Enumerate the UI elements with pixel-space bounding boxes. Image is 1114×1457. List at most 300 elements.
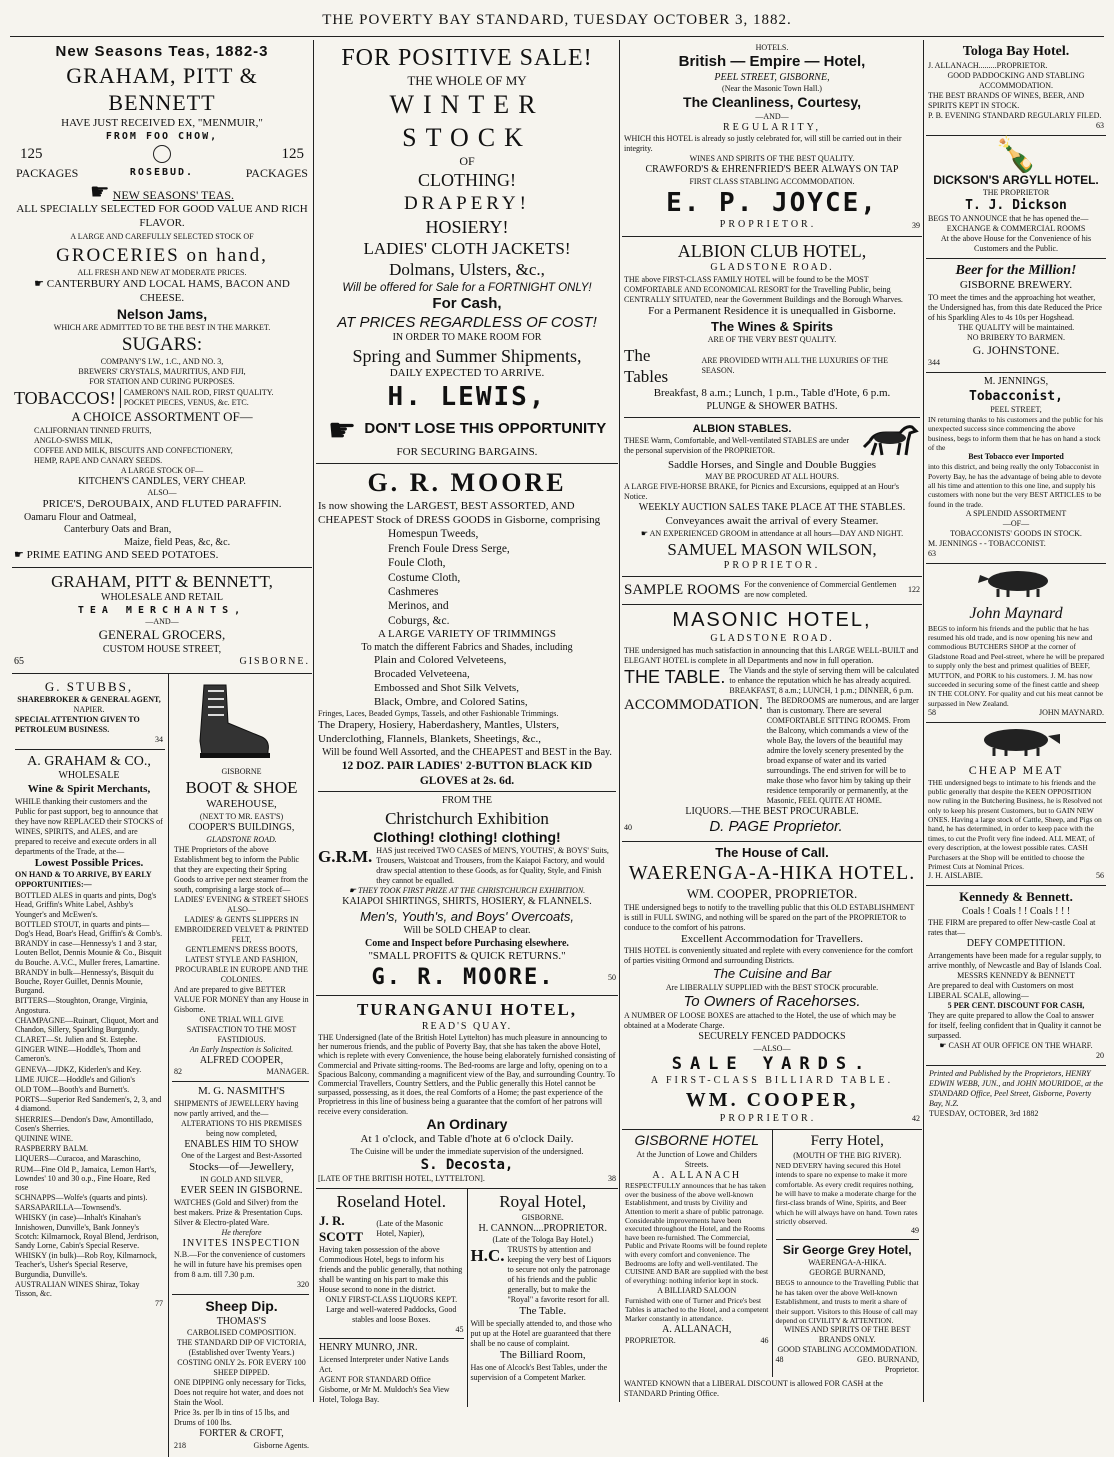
- list-item: Plain and Colored Velveteens,: [374, 654, 507, 667]
- ad-heading: THE TABLE.: [624, 666, 726, 687]
- ad-line: Conveyances await the arrival of every Steamer.: [665, 514, 879, 527]
- ad-footer: [318, 964, 616, 992]
- ad-body: THE undersigned begs to notify to the travelling public that this OLD ESTABLISHMENT is still in FULL SWING, and nothing will be spared on the part of the PROPRIETOR to conduce to the comfort of his patrons.: [624, 902, 915, 932]
- ad-number: 125: [20, 146, 43, 162]
- tea-row: [14, 143, 310, 166]
- ad-number: 48: [775, 1355, 784, 1365]
- table-row: [624, 666, 920, 696]
- ad-body: THESE Warm, Comfortable, and Well-ventilated STABLES are under the personal supervision of the PROPRIETOR.: [624, 436, 850, 456]
- ad-line: ENABLES HIM TO SHOW: [184, 1138, 299, 1150]
- ad-line: The Cuisine will be under the immediate supervision of the undersigned.: [350, 1146, 584, 1156]
- list-item: Brocaded Velveteena,: [374, 668, 470, 680]
- ad-line: A LARGE AND CAREFULLY SELECTED STOCK OF: [70, 232, 254, 242]
- ad-lewis: [316, 40, 618, 464]
- ad-heading: ALBION CLUB HOTEL,: [677, 240, 867, 261]
- ad-heading: Tobacconist,: [969, 388, 1063, 404]
- ad-heading: GISBORNE HOTEL: [634, 1132, 759, 1148]
- jrs-row: [319, 1213, 464, 1246]
- list-item: BOTTLED STOUT, in quarts and pints—Dog's Head, Boar's Head, Griffin's & Comb's.: [15, 919, 163, 938]
- ad-line: At the Junction of Lowe and Childers Streets.: [636, 1149, 757, 1169]
- c1-split: [12, 674, 312, 1457]
- ad-heading: WAERENGA-A-HIKA HOTEL.: [628, 862, 916, 885]
- velvet-list: [318, 654, 616, 709]
- ad-line: THE QUALITY will be maintained.: [957, 323, 1075, 332]
- ad-line-with-icon: [624, 529, 920, 539]
- list-item: GENEVA—JDKZ, Kiderlen's and Key.: [15, 1064, 142, 1074]
- pointing-hand-icon: ☛: [348, 886, 357, 896]
- divider: [624, 417, 920, 418]
- list-item: BRANDY in case—Hennessy's 1 and 3 star, Louten Bellot, Dennis Mounie & Co., Bisquit du Bouche. A.V.C., Muller freres, Lamartine.: [15, 939, 162, 967]
- ad-line: EVER SEEN IN GISBORNE.: [180, 1185, 303, 1196]
- pointing-hand-icon: ☛: [939, 1040, 947, 1050]
- ad-line: MAY BE PROCURED AT ALL HOURS.: [705, 472, 839, 482]
- ad-roseland: [316, 1189, 467, 1406]
- divider: [319, 1338, 464, 1339]
- ad-line: PROPRIETOR.: [719, 219, 817, 231]
- tea-row: [14, 166, 310, 181]
- ad-line: THE WHOLE OF MY: [407, 73, 527, 88]
- ad-line: M. JENNINGS - - TOBACCONIST.: [928, 539, 1046, 549]
- ad-line: J. ALLANACH.........PROPRIETOR.: [928, 60, 1048, 70]
- ad-line: A LARGE VARIETY OF TRIMMINGS: [377, 628, 557, 640]
- ad-heading: Dolmans, Ulsters, &c.,: [389, 260, 545, 280]
- ad-line: GLADSTONE ROAD.: [206, 834, 277, 844]
- masthead-rule: [10, 36, 1104, 37]
- ad-body: into this district, and being really the only Tobacconist in Poverty Bay, he has the advantage of being able to devote all his time and attention to this one line, and supply his customers with none but the very BEST ARTICLES to be found in the trade.: [928, 462, 1102, 509]
- ad-line: TOBACCONISTS' GOODS IN STOCK.: [950, 529, 1082, 539]
- ad-line: Licensed Interpreter under Native Lands Act.: [319, 1354, 449, 1374]
- ad-line: GENTLEMEN'S DRESS BOOTS, LATEST STYLE AND FASHION,: [185, 944, 298, 964]
- ad-line: GISBORNE: [221, 767, 262, 776]
- list-item: LIQUERS—Curacoa, and Maraschino,: [15, 1154, 141, 1164]
- ad-agraham: [15, 750, 165, 1313]
- ad-line: THEY TOOK FIRST PRIZE AT THE CHRISTCHURCH EXHIBITION.: [358, 886, 586, 896]
- column-divider: [313, 40, 314, 1402]
- ad-body: The Viands and the style of serving them will be calculated to enhance the reputation which he has already acquired. BREAKFAST, 8 a.m.; LUNCH, 1 p.m.; DINNER, 6 p.m.: [729, 665, 919, 695]
- ad-heading: John Maynard: [969, 604, 1063, 622]
- ad-tologa: [926, 40, 1106, 136]
- ad-body: THE Undersigned (late of the British Hotel Lyttelton) has much pleasure in announcing to her numerous friends, and the public of Poverty Bay, that she has taken the above Hotel, which is replete with every Convenience, the house being elaborately furnished consisting of Commercial and Private sitting-rooms. The Bed-rooms are large and lofty, opening on to a Spacious Balcony, commanding a magnificent view of the Bay, and surrounding Country. To Commercial Travellers, Country Settlers, and the Public generally this Hotel cannot be surpassed, possessing, as it does, the real Comforts of a Home; the past experience of the Proprietress in this line of business being a guarantee that the comfort of her patrons will receive every consideration.: [318, 1033, 616, 1116]
- ad-heading: CHEAP MEAT: [968, 762, 1064, 777]
- liquor-list: [15, 891, 163, 1298]
- firm-name: S. Decosta,: [420, 1156, 514, 1173]
- ad-line: GEO. BURNAND,: [857, 1355, 919, 1365]
- ad-line: Will be offered for Sale for a FORTNIGHT ONLY!: [342, 281, 592, 294]
- ad-heading: Men's, Youth's, and Boys' Overcoats,: [360, 908, 574, 924]
- ad-line: Canterbury Oats and Bran,: [64, 524, 172, 536]
- hc-row: [471, 1245, 616, 1305]
- ad-heading: M. G. NASMITH'S: [198, 1085, 285, 1097]
- ad-heading: G. STUBBS,: [44, 678, 134, 694]
- ad-footer: [174, 1067, 309, 1077]
- pointing-hand-icon: ☛: [34, 278, 45, 290]
- ad-heading: J. R. SCOTT: [319, 1212, 364, 1244]
- ad-line: One of the Largest and Best-Assorted: [181, 1151, 302, 1161]
- ad-heading: TURANGANUI HOTEL,: [356, 1000, 578, 1020]
- list-item: BITTERS—Stoughton, Orange, Virginia, Angostura.: [15, 996, 148, 1015]
- ad-line: FORTER & CROFT,: [199, 1428, 284, 1439]
- ad-body: A LARGE FIVE-HORSE BRAKE, for Picnics and Excursions, equipped at an Hour's Notice.: [624, 482, 899, 502]
- ad-number: 50: [608, 972, 616, 982]
- ad-line: THOMAS'S: [216, 1315, 267, 1327]
- ad-heading: HOSIERY!: [425, 216, 509, 237]
- ad-line: An Early Inspection is Solicited.: [189, 1044, 294, 1054]
- ad-heading: GENERAL GROCERS,: [98, 627, 226, 643]
- imprint-date: TUESDAY, OCTOBER, 3rd 1882: [929, 1108, 1039, 1118]
- ad-line: —AND—: [755, 111, 789, 121]
- ad-heading: HENRY MUNRO, JNR.: [319, 1342, 418, 1354]
- ad-body: THE BEST BRANDS OF WINES, BEER, AND SPIRITS KEPT IN STOCK.: [928, 90, 1085, 110]
- column-divider: [619, 40, 620, 1402]
- ad-heading: SUGARS:: [121, 334, 203, 355]
- ad-line: (NEXT TO MR. EAST'S): [199, 812, 284, 821]
- ad-line: GOOD PADDOCKING AND STABLING ACCOMMODATION.: [947, 70, 1085, 90]
- list-item: PORTS—Superior Red Sandemen's, 2, 3, and 4 diamond.: [15, 1095, 162, 1114]
- list-item: CHAMPAGNE—Ruinart, Cliquot, Mort and Chandon, Sillery, Sparkling Burgundy.: [15, 1015, 159, 1034]
- ad-body: BEGS TO ANNOUNCE that he has opened the—: [928, 213, 1089, 223]
- ad-line: Come and Inspect before Purchasing elsewhere.: [365, 937, 569, 949]
- list-item: RASPBERRY BALM.: [15, 1144, 89, 1154]
- ad-heading: Spring and Summer Shipments,: [352, 345, 582, 366]
- ad-line: A. ALLANACH,: [662, 1323, 732, 1335]
- tables-row: [624, 345, 920, 388]
- ad-line: PROPRIETOR.: [625, 1336, 676, 1346]
- list-item: BRANDY in bulk—Hennessy's, Bisquit du Bouche, Royer Guillet, Dennis Mounie, Burgand.: [15, 967, 154, 996]
- bottle-hand-icon: 🍾: [994, 136, 1038, 174]
- firm-name: G. R. MOORE: [367, 468, 567, 498]
- ad-body: They are quite prepared to allow the Coal to answer for itself, feeling confident that in Quality it cannot be surpassed.: [928, 1010, 1102, 1040]
- ad-line: SHAREBROKER & GENERAL AGENT,: [17, 694, 161, 704]
- boot-icon: [174, 681, 274, 761]
- ad-heading: The Wines & Spirits: [711, 318, 833, 334]
- ad-line: DEFY COMPETITION.: [966, 938, 1066, 949]
- ad-line: Maize, field Peas, &c, &c.: [124, 536, 231, 548]
- list-item: AUSTRALIAN WINES Shiraz, Tokay Tisson, &c.: [15, 1279, 140, 1298]
- ad-line: GISBORNE.: [521, 1212, 564, 1222]
- ad-footer: [318, 1174, 616, 1184]
- ad-number: 46: [760, 1336, 769, 1346]
- ad-line: PEEL STREET,: [990, 404, 1042, 414]
- pointing-hand-icon: ☛: [14, 549, 24, 562]
- ad-heading: The Cleanliness, Courtesy,: [683, 94, 861, 111]
- column-divider: [923, 40, 924, 1402]
- ad-body: NED DEVERY having secured this Hotel intends to spare no expense to make it more comfortable. As every credit requires nothing, he will have to make a moderate charge for the first-class brands of Wine, Spirits, and Beer which he will always have on hand. Town rates strictly observed.: [775, 1160, 918, 1226]
- ad-line: GLADSTONE ROAD.: [710, 633, 834, 645]
- ad-line: IN ORDER TO MAKE ROOM FOR: [392, 332, 542, 344]
- ad-line-with-icon: [14, 549, 310, 563]
- ad-body: ONE DIPPING only necessary for Ticks, Does not require hot water, and does not Stain the Wool.: [174, 1378, 306, 1407]
- ad-number: 63: [1096, 120, 1104, 130]
- ad-heading: ACCOMMODATION.: [624, 696, 763, 713]
- ad-line: CRAWFORD'S & EHRENFRIED'S BEER ALWAYS ON TAP: [645, 164, 899, 176]
- imprint: [926, 1066, 1106, 1122]
- ad-line: PROPRIETOR.: [719, 1112, 817, 1124]
- ad-line: AN EXPERIENCED GROOM in attendance at all hours—DAY AND NIGHT.: [649, 528, 904, 538]
- firm-name: SAMUEL MASON WILSON,: [667, 539, 877, 559]
- ad-line: 5 PER CENT. DISCOUNT FOR CASH,: [947, 1000, 1085, 1010]
- ad-line: ARE OF THE VERY BEST QUALITY.: [707, 334, 837, 344]
- ad-number: 49: [911, 1226, 919, 1236]
- ad-line: (Late of the Masonic Hotel, Napier),: [376, 1218, 444, 1238]
- ad-heading: New Seasons Teas, 1882-3: [55, 43, 269, 60]
- dont-lose-row: [318, 411, 616, 448]
- ad-heading: Wine & Spirit Merchants,: [27, 782, 151, 795]
- ad-heading: GROCERIES on hand,: [56, 245, 268, 267]
- ad-line: LADIES' & GENTS SLIPPERS IN EMBROIDERED VELVET & PRINTED FELT,: [174, 914, 309, 944]
- ad-body: THE Proprietors of the above Establishment beg to inform the Public that they are expecting their Spring Goods to arrive per next steamer from the south, comprising a large stock of—: [174, 844, 308, 894]
- ad-heading: A. GRAHAM & CO.,: [27, 753, 151, 769]
- ad-line: PRICE'S, DeROUBAIX, AND FLUTED PARAFFIN.: [42, 498, 282, 510]
- ad-brewery: [926, 259, 1106, 373]
- ad-line: At the above House for the Convenience of his Customers and the Public.: [940, 233, 1092, 253]
- ad-heading: Lowest Possible Prices.: [34, 856, 144, 869]
- ad-line: LIQUORS.—THE BEST PROCURABLE.: [685, 805, 859, 817]
- ad-body: AGENT FOR STANDARD Office Gisborne, or Mr M. Muldoch's Sea View Hotel, Tologa Bay.: [319, 1374, 450, 1404]
- ad-masonic: [622, 605, 922, 842]
- sample-row: [624, 580, 920, 600]
- list-item: Merinos, and: [388, 600, 449, 613]
- ad-footer: [624, 818, 920, 837]
- firm-name: E. P. JOYCE,: [666, 187, 878, 218]
- ad-line: H. CANNON....PROPRIETOR.: [478, 1222, 607, 1234]
- ad-line: MANAGER.: [266, 1067, 309, 1076]
- ad-line: (Late of the Tologa Bay Hotel.): [492, 1235, 594, 1245]
- ad-line: ALFRED COOPER,: [199, 1054, 284, 1066]
- ad-line: GLADSTONE ROAD.: [710, 262, 834, 274]
- ad-line: HAVE JUST RECEIVED EX, "MENMUIR,": [61, 116, 263, 129]
- ad-sheep-dip: [172, 1295, 309, 1455]
- list-item: SCHNAPPS—Wolfe's (quarts and pints).: [15, 1193, 148, 1203]
- ad-body: THE undersigned has much satisfaction in announcing that this LARGE WELL-BUILT and ELEGANT HOTEL is complete in all Departments and now in full operation.: [624, 645, 919, 665]
- ad-line: Oamaru Flour and Oatmeal,: [24, 511, 137, 523]
- ad-line: PACKAGES: [245, 165, 308, 180]
- ad-body: A NUMBER OF LOOSE BOXES are attached to the Hotel, the use of which may be obtained at a Moderate Charge.: [624, 1011, 896, 1031]
- ad-line: DAILY EXPECTED TO ARRIVE.: [389, 367, 545, 380]
- ad-line: Large and well-watered Paddocks, Good stables and loose Boxes.: [326, 1305, 457, 1325]
- ad-footer: [624, 1113, 920, 1126]
- ad-line: "SMALL PROFITS & QUICK RETURNS.": [368, 950, 566, 962]
- ad-footer: [624, 219, 920, 232]
- ad-line: CASH AT OUR OFFICE ON THE WHARF.: [948, 1040, 1093, 1050]
- ad-heading: Roseland Hotel.: [336, 1192, 447, 1212]
- ad-line: SECURELY FENCED PADDOCKS: [698, 1031, 846, 1043]
- choice-list: [14, 426, 310, 466]
- ad-line: COMPANY'S I.W., 1.C., AND NO. 3,: [100, 356, 224, 366]
- ad-number: 82: [174, 1067, 182, 1076]
- pointing-hand-icon: ☛: [640, 528, 649, 538]
- ad-heading: The House of Call.: [715, 845, 829, 860]
- ad-stubbs: [15, 676, 165, 750]
- firm-name: G. JOHNSTONE.: [972, 343, 1060, 357]
- cow-icon: [928, 567, 1104, 599]
- ad-line: J. H. AISLABIE.: [928, 871, 983, 881]
- ad-footer: [928, 708, 1104, 718]
- ad-line: PROCURABLE IN EUROPE AND THE COLONIES.: [175, 964, 308, 984]
- divider: [776, 1239, 920, 1240]
- ad-body: Are prepared to deal with Customers on most LIBERAL SCALE, allowing—: [928, 980, 1074, 1000]
- tea-crest-icon: [153, 145, 171, 163]
- ad-line: HEMP, RAPE AND CANARY SEEDS.: [34, 455, 163, 465]
- list-item: CLARET—St. Julien and St. Estephe.: [15, 1035, 138, 1045]
- ad-number: 125: [281, 146, 304, 162]
- ad-line: PACKAGES: [16, 165, 79, 180]
- ad-heading: Royal Hotel,: [499, 1192, 587, 1212]
- ad-line: Fringes, Laces, Beaded Gymps, Tassels, and other Fashionable Trimmings.: [318, 709, 559, 719]
- ad-body: Is now showing the LARGEST, BEST ASSORTED, AND CHEAPEST Stock of DRESS GOODS in Gisborne, comprising: [318, 499, 601, 526]
- ad-number: 63: [928, 549, 936, 559]
- ad-heading: CLOTHING!: [418, 170, 516, 191]
- ad-line: Best Tobacco ever Imported: [968, 452, 1064, 462]
- ad-body: TRUSTS by attention and keeping the very best of Liquors to secure not only the patronage of his friends and the public generally, but to make the "Royal" a favorite resort for all.: [507, 1245, 612, 1305]
- ad-line: GEORGE BURNAND,: [809, 1268, 886, 1278]
- ad-body: SHIPMENTS of JEWELLERY having now partly arrived, and the—: [174, 1098, 299, 1118]
- ad-line: PRIME EATING AND SEED POTATOES.: [26, 549, 219, 562]
- pointing-hand-icon: ☛: [327, 411, 357, 448]
- ad-line: JOHN MAYNARD.: [1038, 708, 1104, 717]
- ad-body: HAS just received TWO CASES of MEN'S, YOUTHS', & BOYS' Suits, Trousers, Waistcoat and Trousers, from the Kaiapoi Factory, and would draw special attention to these Goods, as for Quality, Style, and Finish they cannot be equalled.: [376, 846, 609, 886]
- ad-body: Arrangements have been made for a regular supply, to arrive monthly, of Newcastle and Bay of Islands Coal.: [928, 950, 1102, 970]
- ad-body: THE above FIRST-CLASS FAMILY HOTEL will be found to be the MOST COMFORTABLE AND ECONOMICAL RESORT for the Travelling Public, being CENTRALLY SITUATED, near the Government Buildings and the Borough Wharves.: [624, 274, 903, 304]
- ad-heading: A CHOICE ASSORTMENT OF—: [71, 409, 253, 425]
- ad-line: WEEKLY AUCTION SALES TAKE PLACE AT THE STABLES.: [638, 502, 906, 514]
- stables-text: [624, 423, 860, 457]
- ad-line: READ'S QUAY.: [421, 1020, 513, 1032]
- ad-body: THE FIRM are prepared to offer New-castle Coal at rates that—: [928, 918, 1096, 937]
- ad-line: A. ALLANACH: [652, 1169, 742, 1181]
- list-item: WHISKY (in case)—Inhalt's Kinahan's Innishowen, Dunville's, Bank Jonney's Scotch: Kilmarnock, Royal Blend, Jerdrison, Sandy Lorne, Cabin's Special Reserve.: [15, 1213, 159, 1250]
- ad-line: GISBORNE.: [239, 656, 310, 667]
- list-item: SARSAPARILLA—Townsend's.: [15, 1203, 122, 1213]
- ad-line: NO BRIBERY TO BARMEN.: [966, 333, 1066, 342]
- ad-line: ALL FRESH AND NEW AT MODERATE PRICES.: [77, 268, 247, 277]
- ad-line: CUSTOM HOUSE STREET,: [102, 643, 222, 655]
- ad-line: THE PROPRIETOR: [982, 187, 1050, 197]
- ad-line: ALL SPECIALLY SELECTED FOR GOOD VALUE AND RICH FLAVOR.: [16, 202, 308, 229]
- ad-heading: Beer for the Million!: [955, 262, 1077, 278]
- ad-line: TEA MERCHANTS,: [77, 604, 247, 616]
- tobacco-list: [120, 388, 274, 408]
- list-item: Black, Ombre, and Colored Satins,: [374, 695, 528, 708]
- ad-body: IN returning thanks to his customers and the public for his unexpected success since commencing the above business, begs to inform them that he has on hand a stock of the: [928, 414, 1103, 452]
- ad-number: 56: [1096, 871, 1104, 881]
- ad-line: WM. COOPER, PROPRIETOR.: [686, 886, 858, 902]
- ad-waerenga: [622, 842, 922, 1130]
- column-3: [622, 40, 922, 1402]
- ad-heading: An Ordinary: [426, 1115, 508, 1132]
- ad-line: NAPIER.: [73, 704, 105, 714]
- ad-heading: 12 DOZ. PAIR LADIES' 2-BUTTON BLACK KID GLOVES at 2s. 6d.: [341, 760, 593, 787]
- ad-heading: DRAPERY!: [404, 192, 530, 214]
- ad-line: COFFEE AND MILK, BISCUITS AND CONFECTIONERY,: [34, 445, 233, 455]
- ad-line-with-icon: [14, 278, 310, 306]
- ad-dickson: [926, 136, 1106, 259]
- ad-heading: Sheep Dip.: [205, 1298, 278, 1314]
- ad-wanted-known: WANTED KNOWN that a LIBERAL DISCOUNT is allowed FOR CASH at the STANDARD Printing Office.: [624, 1379, 883, 1399]
- ad-line: WINES AND SPIRITS OF THE BEST QUALITY.: [689, 154, 855, 164]
- ad-number: 77: [155, 1299, 163, 1309]
- column-2: [316, 40, 618, 1402]
- pointing-hand-icon: ☛: [89, 178, 110, 204]
- ad-line: ROSEBUD.: [129, 167, 195, 178]
- ad-line: PLUNGE & SHOWER BATHS.: [706, 401, 838, 412]
- ad-line: WHICH ARE ADMITTED TO BE THE BEST IN THE MARKET.: [53, 323, 271, 332]
- ad-heading: The Table.: [519, 1305, 567, 1318]
- ad-line: A BILLIARD SALOON: [657, 1285, 737, 1295]
- ad-body: The Drapery, Hosiery, Haberdashery, Mantles, Ulsters, Underclothing, Flannels, Blankets, Sheetings, &c.,: [318, 719, 560, 745]
- firm-name: GRAHAM, PITT & BENNETT,: [51, 572, 273, 591]
- ad-heading: LADIES' CLOTH JACKETS!: [363, 239, 571, 258]
- ad-cheap-meat: [926, 723, 1106, 886]
- firm-name: D. PAGE Proprietor.: [709, 818, 843, 836]
- c1-left-subcol: [12, 674, 168, 1457]
- ad-line: WAREHOUSE,: [206, 798, 277, 811]
- ad-line: IN GOLD AND SILVER,: [200, 1175, 283, 1184]
- ad-heading: MASONIC HOTEL,: [672, 609, 872, 632]
- ad-line: COSTING ONLY 2s. FOR EVERY 100 SHEEP DIPPED.: [177, 1358, 306, 1377]
- ad-line: CARBOLISED COMPOSITION.: [187, 1328, 296, 1337]
- ad-line: Excellent Accommodation for Travellers.: [680, 932, 864, 945]
- bull-icon: [928, 726, 1104, 758]
- ad-line: CANTERBURY AND LOCAL HAMS, BACON AND CHEESE.: [46, 278, 290, 304]
- ad-number: 344: [928, 358, 940, 367]
- ad-number: 320: [297, 1280, 309, 1289]
- imprint-text: Printed and Published by the Proprietors, HENRY EDWIN WEBB, JUN., and JOHN MOURIDOE, at the STANDARD Office, Peel Street, Gisborne, Poverty Bay, N.Z.: [929, 1068, 1103, 1108]
- divider: [318, 791, 616, 792]
- ad-body: THIS HOTEL is conveniently situated and replete with every convenience for the comfort of parties visiting Ormond and surrounding Districts.: [624, 946, 913, 966]
- ad-body: RESPECTFULLY announces that he has taken over the business of the above well-known Establishment, and trusts by Civility and Attention to merit a share of public patronage. Considerable improvements have been executed throughout the Hotel, and the Rooms have been re-furnished. The Commercial, Public and Private Rooms will be found replete with every comfort and convenience. The Bedrooms are lofty and well-ventilated. The CUISINE AND BAR are supplied with the best of everything: nothing inferior kept in stock.: [625, 1181, 769, 1285]
- ad-line: Are LIBERALLY SUPPLIED with the BEST STOCK procurable.: [665, 982, 879, 992]
- list-item: Cashmeres: [388, 585, 439, 598]
- list-item: French Foule Dress Serge,: [388, 542, 510, 555]
- list-item: Embossed and Shot Silk Velvets,: [374, 681, 519, 694]
- list-item: WHISKY (in bulk)—Rob Roy, Kilmarnock, Teacher's, Usher's Special Reserve, Burgundia, Dunville's.: [15, 1251, 157, 1279]
- accommodation-row: [624, 696, 920, 806]
- column-1: [12, 40, 312, 1450]
- list-item: Homespun Tweeds,: [388, 528, 479, 541]
- ad-body: P. B. EVENING STANDARD REGULARLY FILED.: [928, 110, 1102, 120]
- ad-ferry-grey: [772, 1130, 923, 1377]
- goods-list: [318, 527, 616, 628]
- ad-line: Coals ! Coals ! ! Coals ! ! !: [961, 905, 1071, 917]
- ad-body: And are prepared to give BETTER VALUE FOR MONEY than any House in Gisborne.: [174, 984, 309, 1014]
- ad-footer: [14, 656, 310, 669]
- ad-line: GOOD STABLING ACCOMMODATION.: [777, 1345, 918, 1355]
- ad-line: WINES AND SPIRITS OF THE BEST BRANDS ONLY.: [784, 1325, 911, 1345]
- ad-number: 38: [608, 1174, 616, 1184]
- ad-line: (Near the Masonic Town Hall.): [722, 84, 822, 94]
- ad-body: N.B.—For the convenience of customers he will in future have his premises open from 8 a.m. till 7.30 p.m.: [174, 1250, 306, 1279]
- ad-number: 34: [155, 734, 163, 744]
- ad-heading: SALE YARDS.: [671, 1053, 873, 1074]
- ad-heading: Stocks—of—Jewellery,: [189, 1161, 294, 1174]
- ad-line: FOR STATION AND CURING PURPOSES.: [89, 376, 235, 386]
- ad-body: TO meet the times and the approaching hot weather, the Undersigned has, from this date Reduced the Price of his Sparkling Ales to 4s 10s per Hogshead.: [928, 293, 1102, 322]
- ad-line: BREWERS' CRYSTALS, MAURITIUS, AND FIJI,: [78, 366, 246, 376]
- ad-line: WAERENGA-A-HIKA.: [808, 1258, 887, 1268]
- ad-line: FIRST CLASS STABLING ACCOMMODATION.: [689, 176, 855, 186]
- ad-body: The BEDROOMS are numerous, and are larger than is customary. There are several COMFORTABLE SITTING ROOMS. From the Balcony, which commands a view of the whole Bay, the lovers of the beautiful may admire the lovely scenery presented by the broad expanse of water and its varied surroundings. The end striven for will be to make those who favor him by taking up their residence temporarily or permanently, at the Masonic, FEEL QUITE AT HOME.: [766, 695, 919, 805]
- ad-line: ALTERATIONS TO HIS PREMISES being now completed,: [181, 1118, 302, 1138]
- ad-jennings: [926, 373, 1106, 564]
- list-item: Costume Cloth,: [388, 571, 461, 584]
- list-item: OLD TOM—Booth's and Burnett's.: [15, 1085, 130, 1094]
- ad-line-with-icon: [318, 886, 616, 896]
- ad-heading: To Owners of Racehorses.: [683, 992, 861, 1010]
- ad-heading: Ferry Hotel,: [810, 1133, 884, 1149]
- list-item: Foule Cloth,: [388, 557, 446, 570]
- ad-heading: DICKSON'S ARGYLL HOTEL.: [933, 172, 1099, 187]
- ad-heading: For Cash,: [432, 294, 502, 312]
